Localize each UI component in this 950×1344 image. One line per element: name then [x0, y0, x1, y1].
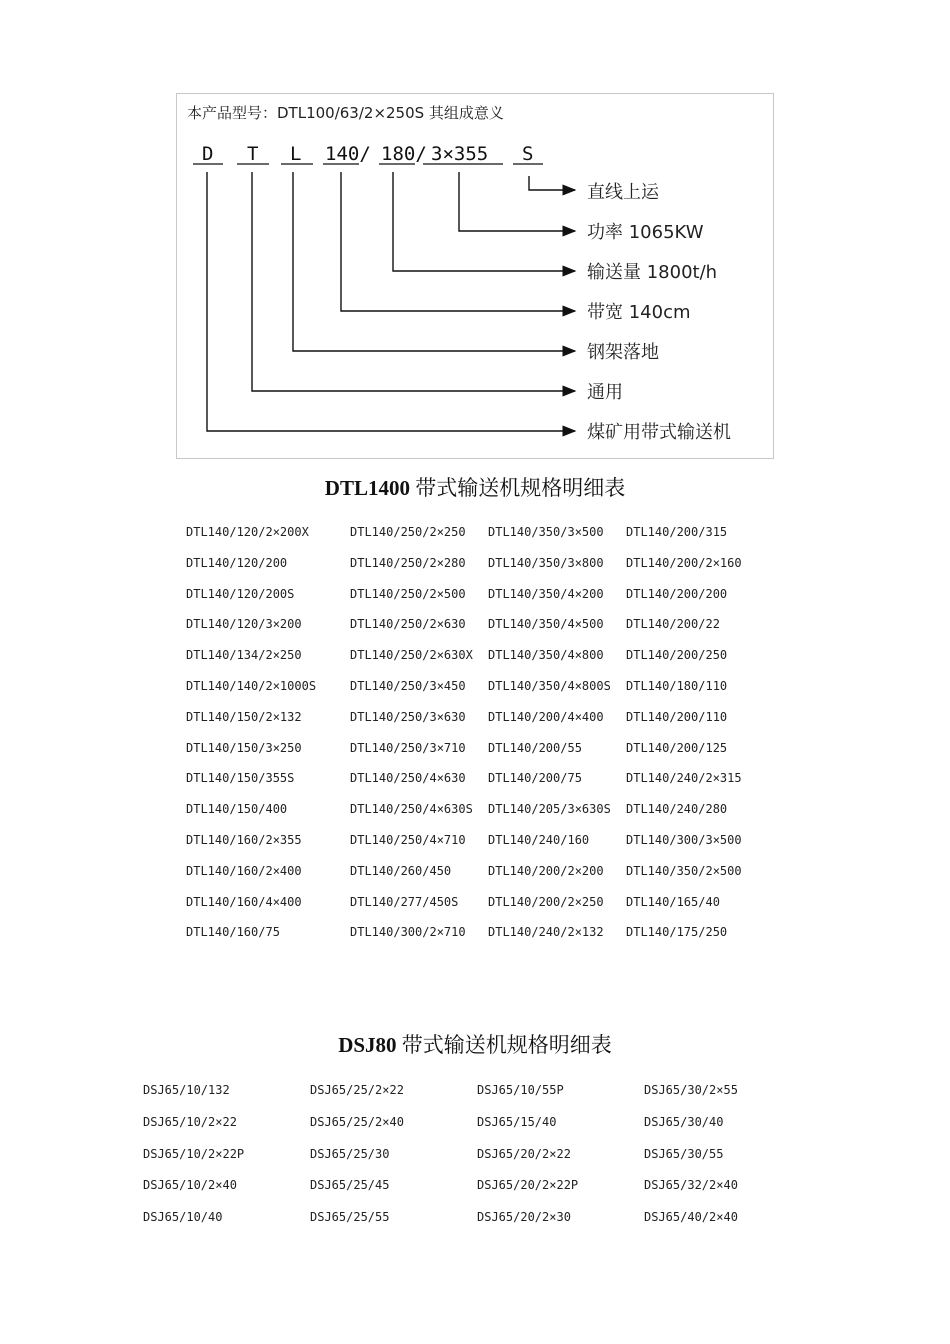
- code-part-t: T: [247, 143, 259, 165]
- code-part-d: D: [202, 143, 214, 165]
- dtl-spec-cell: DTL140/250/3×710: [350, 740, 466, 755]
- dtl-spec-cell: DTL140/277/450S: [350, 894, 459, 909]
- label-belt-width: 带宽 140cm: [587, 302, 691, 323]
- dsj-spec-cell: DSJ65/30/55: [644, 1146, 724, 1161]
- dsj-spec-cell: DSJ65/10/132: [143, 1083, 230, 1097]
- dtl-spec-cell: DTL140/250/3×630: [350, 709, 466, 724]
- dtl-spec-cell: DTL140/250/2×500: [350, 586, 466, 601]
- dtl-spec-cell: DTL140/350/3×800: [488, 555, 604, 570]
- model-code-svg: [177, 94, 775, 460]
- dtl-spec-cell: DTL140/160/2×400: [186, 863, 302, 878]
- dsj-spec-cell: DSJ65/32/2×40: [644, 1178, 738, 1193]
- dsj-spec-cell: DSJ65/25/2×22: [310, 1083, 404, 1097]
- code-part-width: 140/: [325, 143, 371, 165]
- code-part-l: L: [290, 143, 302, 165]
- dsj-spec-cell: DSJ65/25/2×40: [310, 1114, 404, 1129]
- dtl-spec-cell: DTL140/350/4×800S: [488, 679, 611, 693]
- dtl-spec-cell: DTL140/200/75: [488, 771, 582, 786]
- dtl-spec-cell: DTL140/250/2×630X: [350, 648, 473, 663]
- dtl-spec-cell: DTL140/200/55: [488, 740, 582, 755]
- dtl-spec-cell: DTL140/240/2×132: [488, 925, 604, 940]
- dtl-spec-cell: DTL140/200/110: [626, 709, 728, 724]
- dtl-spec-cell: DTL140/200/125: [626, 740, 728, 755]
- dtl-spec-cell: DTL140/160/75: [186, 925, 280, 940]
- dsj-spec-cell: DSJ65/25/30: [310, 1146, 390, 1161]
- dtl-spec-cell: DTL140/150/3×250: [186, 740, 302, 755]
- label-steel-frame: 钢架落地: [587, 342, 659, 363]
- dtl-spec-cell: DTL140/240/280: [626, 802, 728, 817]
- dsj-spec-cell: DSJ65/10/40: [143, 1210, 223, 1225]
- label-general: 通用: [587, 382, 623, 403]
- dtl-spec-cell: DTL140/200/4×400: [488, 709, 604, 724]
- dtl-spec-cell: DTL140/160/2×355: [186, 833, 302, 847]
- dtl-spec-cell: DTL140/240/2×315: [626, 771, 742, 786]
- dtl-spec-cell: DTL140/180/110: [626, 679, 728, 693]
- dsj-spec-cell: DSJ65/10/55P: [477, 1083, 564, 1097]
- dtl-spec-cell: DTL140/260/450: [350, 863, 452, 878]
- dsj-spec-cell: DSJ65/25/55: [310, 1210, 390, 1225]
- dsj-spec-cell: DSJ65/40/2×40: [644, 1210, 738, 1225]
- label-mine-conveyor: 煤矿用带式输送机: [587, 422, 731, 443]
- dtl-spec-cell: DTL140/250/4×710: [350, 833, 466, 847]
- dtl-spec-cell: DTL140/150/400: [186, 802, 288, 817]
- dtl-spec-cell: DTL140/134/2×250: [186, 648, 302, 663]
- label-straight-up: 直线上运: [587, 182, 659, 203]
- dtl-spec-cell: DTL140/140/2×1000S: [186, 679, 317, 693]
- dtl-title-rest: 带式输送机规格明细表: [409, 476, 626, 500]
- dtl-spec-cell: DTL140/250/4×630: [350, 771, 466, 786]
- dsj-spec-cell: DSJ65/10/2×22: [143, 1114, 237, 1129]
- dtl-spec-cell: DTL140/250/2×250: [350, 525, 466, 539]
- dsj-section-title: [0, 1029, 950, 1059]
- dtl-title-bold: DTL1400: [324, 476, 410, 500]
- dtl-spec-cell: DTL140/300/2×710: [350, 925, 466, 940]
- dtl-spec-cell: DTL140/200/250: [626, 648, 728, 663]
- label-power: 功率 1065KW: [587, 222, 704, 243]
- dtl-spec-cell: DTL140/240/160: [488, 833, 590, 847]
- dtl-spec-cell: DTL140/150/355S: [186, 771, 295, 786]
- dtl-spec-cell: DTL140/250/2×630: [350, 617, 466, 632]
- dtl-spec-cell: DTL140/200/2×160: [626, 555, 742, 570]
- dsj-spec-cell: DSJ65/25/45: [310, 1178, 390, 1193]
- label-capacity: 输送量 1800t/h: [587, 262, 718, 283]
- dsj-spec-cell: DSJ65/20/2×22: [477, 1146, 571, 1161]
- dtl-spec-cell: DTL140/200/200: [626, 586, 728, 601]
- dtl-spec-cell: DTL140/250/3×450: [350, 679, 466, 693]
- dtl-spec-cell: DTL140/200/2×200: [488, 863, 604, 878]
- dtl-spec-cell: DTL140/120/2×200X: [186, 525, 309, 539]
- dsj-spec-cell: DSJ65/10/2×40: [143, 1178, 237, 1193]
- dtl-spec-cell: DTL140/175/250: [626, 925, 728, 940]
- dtl-spec-cell: DTL140/200/315: [626, 525, 728, 539]
- dtl-spec-cell: DTL140/205/3×630S: [488, 802, 611, 817]
- dtl-spec-cell: DTL140/120/200S: [186, 586, 295, 601]
- dtl-spec-cell: DTL140/250/2×280: [350, 555, 466, 570]
- dtl-spec-cell: DTL140/200/22: [626, 617, 720, 632]
- dtl-spec-cell: DTL140/250/4×630S: [350, 802, 473, 817]
- diagram-header: 本产品型号：DTL100/63/2×250S 其组成意义: [187, 104, 504, 122]
- dsj-spec-cell: DSJ65/10/2×22P: [143, 1146, 245, 1161]
- dtl-spec-cell: DTL140/150/2×132: [186, 709, 302, 724]
- dtl-spec-cell: DTL140/350/2×500: [626, 863, 742, 878]
- dsj-spec-cell: DSJ65/15/40: [477, 1114, 557, 1129]
- dsj-spec-cell: DSJ65/20/2×30: [477, 1210, 571, 1225]
- dsj-title-bold: DSJ80: [338, 1033, 397, 1057]
- dsj-spec-cell: DSJ65/20/2×22P: [477, 1178, 579, 1193]
- dtl-spec-cell: DTL140/350/4×500: [488, 617, 604, 632]
- dtl-spec-cell: DTL140/160/4×400: [186, 894, 302, 909]
- dsj-title-rest: 带式输送机规格明细表: [396, 1033, 612, 1057]
- dtl-spec-cell: DTL140/200/2×250: [488, 894, 604, 909]
- dtl-spec-cell: DTL140/120/200: [186, 555, 288, 570]
- dtl-spec-cell: DTL140/350/4×800: [488, 648, 604, 663]
- dtl-spec-cell: DTL140/300/3×500: [626, 833, 742, 847]
- dtl-spec-cell: DTL140/350/3×500: [488, 525, 604, 539]
- dsj-spec-cell: DSJ65/30/40: [644, 1114, 724, 1129]
- code-part-capacity: 180/: [381, 143, 427, 165]
- dtl-section-title: [0, 472, 950, 502]
- dtl-spec-cell: DTL140/120/3×200: [186, 617, 302, 632]
- model-code-diagram: [176, 93, 774, 459]
- leader-lines: [207, 172, 575, 431]
- dtl-spec-cell: DTL140/165/40: [626, 894, 720, 909]
- dsj-spec-cell: DSJ65/30/2×55: [644, 1083, 738, 1097]
- dtl-spec-cell: DTL140/350/4×200: [488, 586, 604, 601]
- code-part-power: 3×355: [431, 143, 489, 165]
- code-part-s: S: [522, 143, 534, 165]
